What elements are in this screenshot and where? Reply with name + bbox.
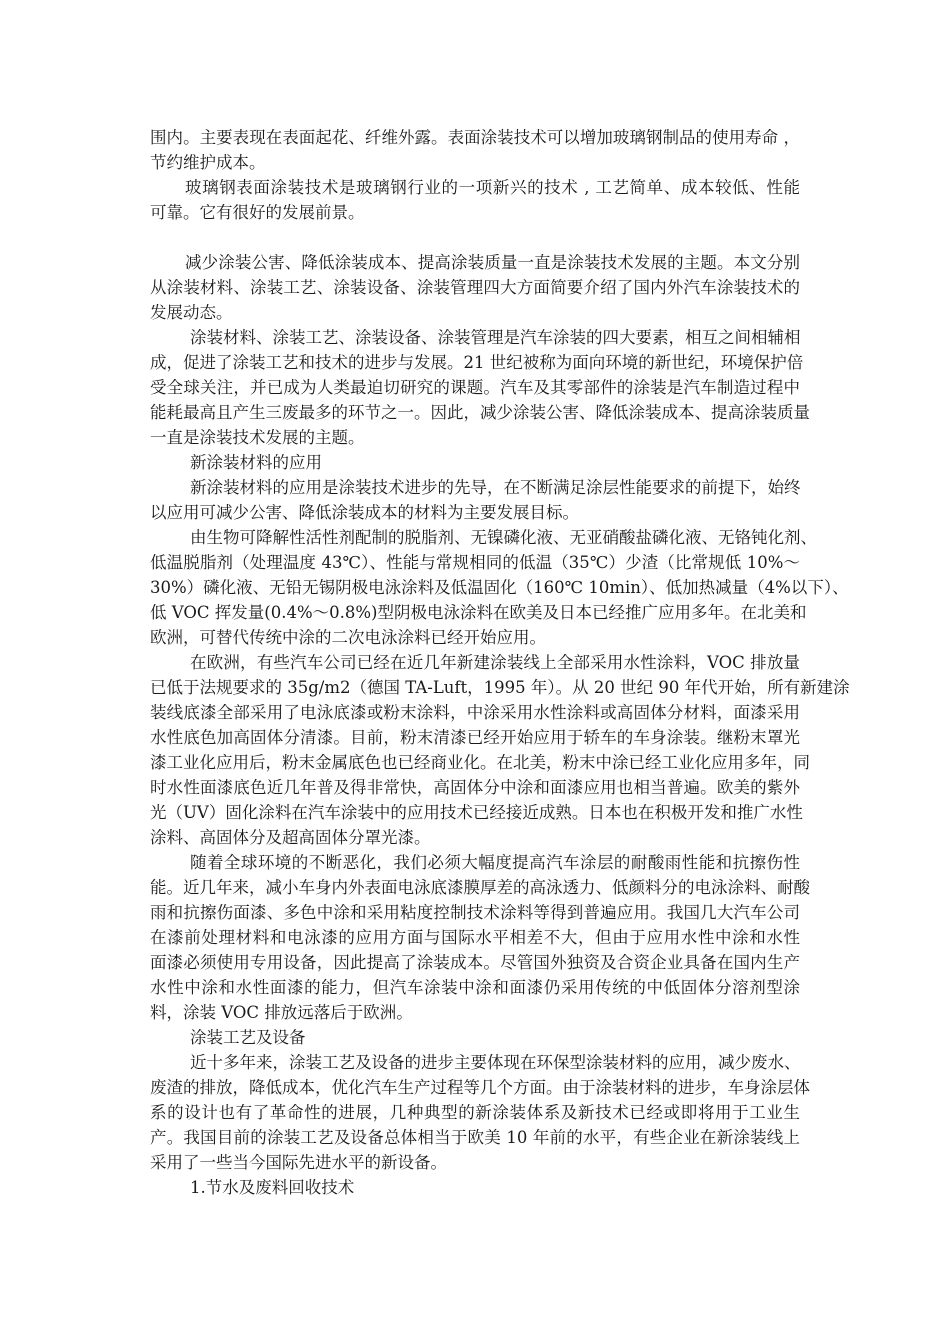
text-line: 节约维护成本。 [150,153,266,172]
text-line: 发展动态。 [150,303,233,322]
text-line: 低温脱脂剂（处理温度 43℃）、性能与常规相同的低温（35℃）少渣（比常规低 10%～ [150,553,800,572]
text-line: 光（UV）固化涂料在汽车涂装中的应用技术已经接近成熟。日本也在积极开发和推广水性 [150,803,803,822]
text-line: 装线底漆全部采用了电泳底漆或粉末涂料，中涂采用水性涂料或高固体分材料，面漆采用 [150,703,800,722]
text-line: 在欧洲，有些汽车公司已经在近几年新建涂装线上全部采用水性涂料，VOC 排放量 [190,653,800,672]
text-line: 涂装材料、涂装工艺、涂装设备、涂装管理是汽车涂装的四大要素，相互之间相辅相 [190,328,801,347]
text-line: 低 VOC 挥发量(0.4%～0.8%)型阴极电泳涂料在欧美及日本已经推广应用多年。在北美和 [150,603,807,622]
text-line: 由生物可降解性活性剂配制的脱脂剂、无镍磷化液、无亚硝酸盐磷化液、无铬钝化剂、 [190,528,817,547]
text-line: 30%）磷化液、无铅无锡阴极电泳涂料及低温固化（160℃ 10min）、低加热减量（4%以下）、 [150,578,849,597]
text-line: 料，涂装 VOC 排放远落后于欧洲。 [150,1003,413,1022]
text-line: 从涂装材料、涂装工艺、涂装设备、涂装管理四大方面简要介绍了国内外汽车涂装技术的 [150,278,800,297]
text-line: 废渣的排放，降低成本，优化汽车生产过程等几个方面。由于涂装材料的进步，车身涂层体 [150,1078,810,1097]
text-line: 水性底色加高固体分清漆。目前，粉末清漆已经开始应用于轿车的车身涂装。继粉末罩光 [150,728,800,747]
text-line: 已低于法规要求的 35g/m2（德国 TA-Luft，1995 年）。从 20 世纪 90 年代开始，所有新建涂 [150,678,850,697]
text-line: 欧洲，可替代传统中涂的二次电泳涂料已经开始应用。 [150,628,546,647]
text-line: 面漆必须使用专用设备，因此提高了涂装成本。尽管国外独资及合资企业具备在国内生产 [150,953,800,972]
text-line: 一直是涂装技术发展的主题。 [150,428,365,447]
text-line: 能耗最高且产生三废最多的环节之一。因此，减少涂装公害、降低涂装成本、提高涂装质量 [150,403,810,422]
text-line: 成，促进了涂装工艺和技术的进步与发展。21 世纪被称为面向环境的新世纪，环境保护倍 [150,353,804,372]
text-line: 受全球关注，并已成为人类最迫切研究的课题。汽车及其零部件的涂装是汽车制造过程中 [150,378,800,397]
text-line: 系的设计也有了革命性的进展，几种典型的新涂装体系及新技术已经或即将用于工业生 [150,1103,800,1122]
section-heading: 涂装工艺及设备 [190,1028,306,1047]
text-line: 采用了一些当今国际先进水平的新设备。 [150,1153,447,1172]
section-heading: 新涂装材料的应用 [190,453,322,472]
text-line: 涂料、高固体分及超高固体分罩光漆。 [150,828,431,847]
text-line: 以应用可减少公害、降低涂装成本的材料为主要发展目标。 [150,503,579,522]
section-heading: 1.节水及废料回收技术 [190,1178,355,1197]
text-line: 在漆前处理材料和电泳漆的应用方面与国际水平相差不大，但由于应用水性中涂和水性 [150,928,800,947]
text-line: 水性中涂和水性面漆的能力，但汽车涂装中涂和面漆仍采用传统的中低固体分溶剂型涂 [150,978,800,997]
text-line: 新涂装材料的应用是涂装技术进步的先导，在不断满足涂层性能要求的前提下，始终 [190,478,801,497]
text-line: 可靠。它有很好的发展前景。 [150,203,365,222]
text-line: 近十多年来，涂装工艺及设备的进步主要体现在环保型涂装材料的应用，减少废水、 [190,1053,801,1072]
text-line: 玻璃钢表面涂装技术是玻璃钢行业的一项新兴的技术 , 工艺简单、成本较低、性能 [185,178,800,197]
text-line: 时水性面漆底色近几年普及得非常快，高固体分中涂和面漆应用也相当普遍。欧美的紫外 [150,778,800,797]
text-line: 漆工业化应用后，粉末金属底色也已经商业化。在北美，粉末中涂已经工业化应用多年，同 [150,753,810,772]
text-line: 雨和抗擦伤面漆、多色中涂和采用粘度控制技术涂料等得到普遍应用。我国几大汽车公司 [150,903,800,922]
text-line: 随着全球环境的不断恶化，我们必须大幅度提高汽车涂层的耐酸雨性能和抗擦伤性 [190,853,800,872]
text-line: 产。我国目前的涂装工艺及设备总体相当于欧美 10 年前的水平，有些企业在新涂装线上 [150,1128,800,1147]
text-line: 减少涂装公害、降低涂装成本、提高涂装质量一直是涂装技术发展的主题。本文分别 [185,253,800,272]
text-line: 能。近几年来，减小车身内外表面电泳底漆膜厚差的高泳透力、低颜料分的电泳涂料、耐酸 [150,878,810,897]
text-line: 围内。主要表现在表面起花、纤维外露。表面涂装技术可以增加玻璃钢制品的使用寿命 ， [150,128,800,147]
